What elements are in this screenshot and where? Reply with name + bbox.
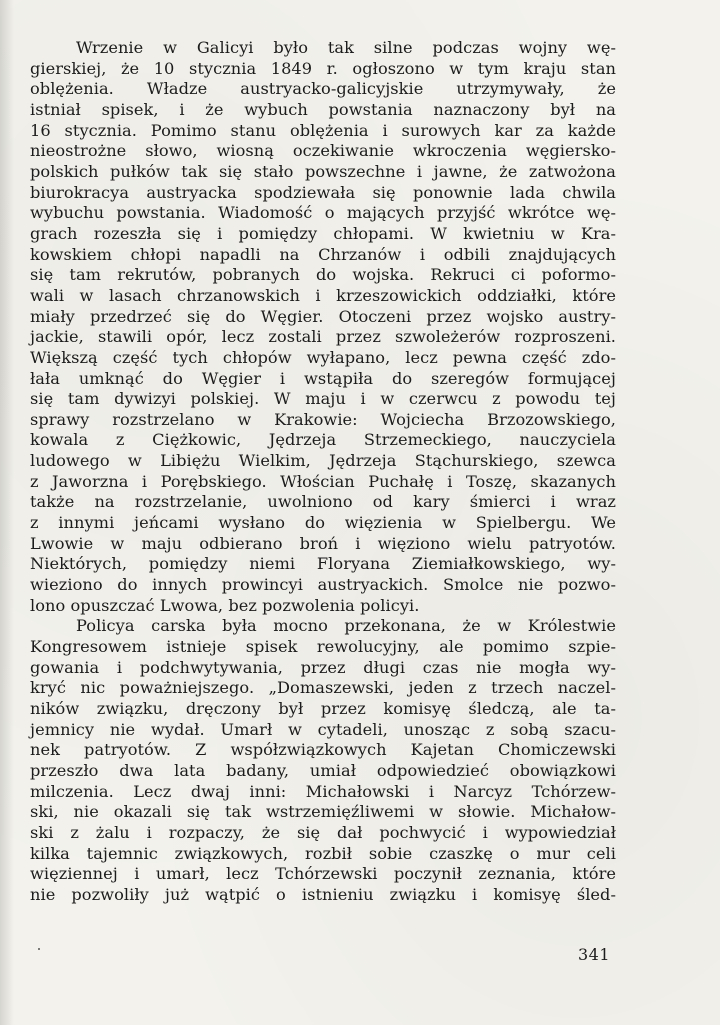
- text-line: kowala z Ciężkowic, Jędrzeja Strzemeckiego, nauczyciela: [30, 430, 616, 450]
- text-line: Większą część tych chłopów wyłapano, lecz pewna część zdo-: [30, 347, 616, 367]
- text-line: ski, nie okazali się tak wstrzemięźliwemi w słowie. Michałow-: [30, 802, 616, 822]
- print-speck: [38, 948, 40, 950]
- text-line: więziennej i umarł, lecz Tchórzewski poczynił zeznania, które: [30, 864, 616, 884]
- text-line: biurokracya austryacka spodziewała się ponownie lada chwila: [30, 182, 616, 202]
- text-line: Lwowie w maju odbierano broń i więziono wielu patryotów.: [30, 533, 616, 553]
- text-line: jackie, stawili opór, lecz zostali przez szwoleżerów rozproszeni.: [30, 327, 616, 347]
- text-line: także na rozstrzelanie, uwolniono od kary śmierci i wraz: [30, 492, 616, 512]
- text-line: istniał spisek, i że wybuch powstania naznaczony był na: [30, 99, 616, 119]
- text-line: kryć nic poważniejszego. „Domaszewski, jeden z trzech naczel-: [30, 678, 616, 698]
- text-line: grach rozeszła się i pomiędzy chłopami. W kwietniu w Kra-: [30, 223, 616, 243]
- text-line: przeszło dwa lata badany, umiał odpowiedzieć obowiązkowi: [30, 760, 616, 780]
- text-line: wali w lasach chrzanowskich i krzeszowickich oddziałki, które: [30, 285, 616, 305]
- text-line: ników związku, dręczony był przez komisyę śledczą, ale ta-: [30, 699, 616, 718]
- text-line: nieostrożne słowo, wiosną oczekiwanie wkroczenia węgiersko-: [30, 141, 616, 161]
- paragraph-2: [30, 616, 616, 905]
- text-line: gierskiej, że 10 stycznia 1849 r. ogłoszono w tym kraju stan: [30, 58, 616, 78]
- text-line: gowania i podchwytywania, przez długi czas nie mogła wy-: [30, 657, 616, 677]
- text-line: wieziono do innych prowincyi austryackich. Smolce nie pozwo-: [30, 575, 616, 595]
- text-line: kilka tajemnic związkowych, rozbił sobie czaszkę o mur celi: [30, 843, 616, 863]
- spine-shadow: [0, 0, 14, 1025]
- text-line: się tam dywizyi polskiej. W maju i w czerwcu z powodu tej: [30, 389, 616, 409]
- text-line: nek patryotów. Z współzwiązkowych Kajetan Chomiczewski: [30, 740, 616, 760]
- paragraph-1: [30, 38, 616, 616]
- text-line: ludowego w Libiężu Wielkim, Jędrzeja Stąchurskiego, szewca: [30, 451, 616, 471]
- page-number: 341: [578, 945, 611, 964]
- text-line: 16 stycznia. Pomimo stanu oblężenia i surowych kar za każde: [30, 120, 616, 140]
- text-line: Policya carska była mocno przekonana, że w Królestwie: [76, 616, 616, 636]
- body-text: [30, 38, 616, 906]
- text-line: się tam rekrutów, pobranych do wojska. Rekruci ci poformo-: [30, 265, 616, 285]
- text-line: Niektórych, pomiędzy niemi Floryana Ziemiałkowskiego, wy-: [30, 554, 616, 574]
- text-line: sprawy rozstrzelano w Krakowie: Wojciecha Brzozowskiego,: [30, 409, 616, 429]
- text-line: miały przedrzeć się do Węgier. Otoczeni przez wojsko austry-: [30, 306, 616, 326]
- text-line: z innymi jeńcami wysłano do więzienia w Spielbergu. We: [30, 513, 616, 533]
- text-line: Wrzenie w Galicyi było tak silne podczas wojny wę-: [76, 38, 616, 57]
- text-line: Kongresowem istnieje spisek rewolucyjny, ale pomimo szpie-: [30, 637, 616, 657]
- text-line: lono opuszczać Lwowa, bez pozwolenia policyi.: [30, 595, 420, 615]
- text-line: z Jaworzna i Porębskiego. Włościan Puchałę i Toszę, skazanych: [30, 471, 616, 491]
- text-line: nie pozwoliły już wątpić o istnieniu związku i komisyę śled-: [30, 884, 616, 904]
- text-line: jemnicy nie wydał. Umarł w cytadeli, unosząc z sobą szacu-: [30, 719, 616, 739]
- text-line: milczenia. Lecz dwaj inni: Michałowski i Narcyz Tchórzew-: [30, 781, 616, 801]
- text-line: kowskiem chłopi napadli na Chrzanów i odbili znajdujących: [30, 244, 616, 264]
- text-line: polskich pułków tak się stało powszechne i jawne, że zatwożona: [30, 161, 616, 181]
- text-line: oblężenia. Władze austryacko-galicyjskie utrzymywały, że: [30, 79, 616, 99]
- text-line: łała umknąć do Węgier i wstąpiła do szeregów formującej: [30, 368, 616, 388]
- text-line: ski z żalu i rozpaczy, że się dał pochwycić i wypowiedział: [30, 822, 616, 842]
- text-line: wybuchu powstania. Wiadomość o mających przyjść wkrótce wę-: [30, 203, 616, 223]
